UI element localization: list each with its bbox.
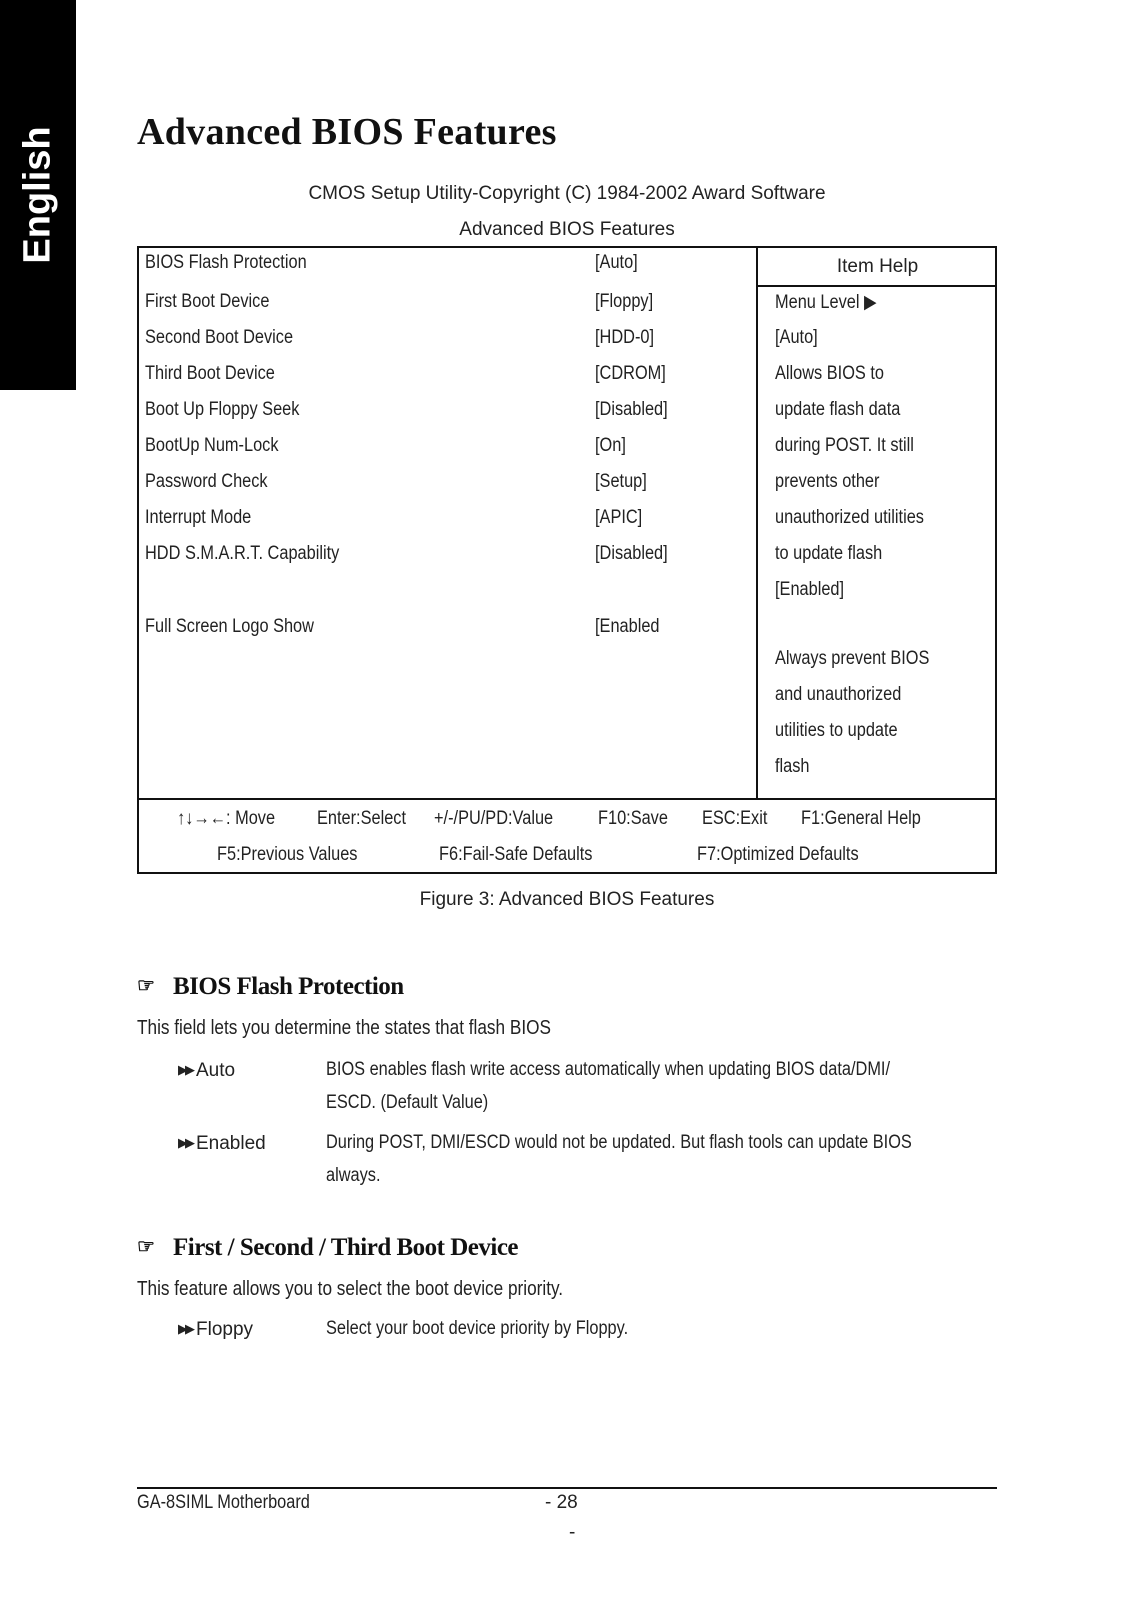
double-arrow-icon: ▶▶ — [178, 1321, 192, 1336]
setting-interrupt-mode[interactable] — [145, 507, 745, 537]
help-line: update flash data — [775, 399, 901, 420]
keys-divider — [139, 798, 995, 800]
help-line: Allows BIOS to — [775, 363, 884, 384]
setting-name: BIOS Flash Protection — [145, 252, 307, 273]
setting-second-boot-device[interactable] — [145, 327, 745, 357]
setting-boot-up-floppy-seek[interactable] — [145, 399, 745, 429]
key-f5-previous-values: F5:Previous Values — [217, 844, 358, 865]
footer-dash: - — [569, 1522, 576, 1543]
option-enabled-description — [326, 1126, 1006, 1192]
item-help-title: Item Help — [836, 256, 919, 277]
setting-name: First Boot Device — [145, 291, 270, 312]
setting-name: Interrupt Mode — [145, 507, 252, 528]
double-arrow-icon: ▶▶ — [178, 1135, 192, 1150]
key-value: +/-/PU/PD:Value — [434, 808, 554, 829]
figure-caption: Figure 3: Advanced BIOS Features — [419, 889, 715, 910]
help-line: to update flash — [775, 543, 883, 564]
setting-value[interactable]: [Setup] — [595, 471, 647, 492]
key-f7-optimized-defaults: F7:Optimized Defaults — [697, 844, 859, 865]
description-line: Select your boot device priority by Floppy. — [326, 1318, 629, 1339]
pointing-hand-icon: ☞ — [137, 975, 155, 997]
help-line: utilities to update — [775, 720, 898, 741]
key-move: ↑↓→←: Move — [177, 808, 276, 829]
footer-model: GA-8SIML Motherboard — [137, 1492, 310, 1513]
option-label: Enabled — [196, 1133, 266, 1154]
setting-value[interactable]: [APIC] — [595, 507, 643, 528]
section-intro: This field lets you determine the states that flash BIOS — [137, 1017, 551, 1039]
setting-name: Boot Up Floppy Seek — [145, 399, 300, 420]
help-line: Menu Level ▶ — [775, 292, 877, 313]
help-header-divider — [756, 285, 997, 287]
setting-name: Full Screen Logo Show — [145, 616, 314, 637]
setting-name: BootUp Num-Lock — [145, 435, 279, 456]
page-title: Advanced BIOS Features — [137, 111, 557, 153]
key-f10-save: F10:Save — [598, 808, 668, 829]
help-line: during POST. It still — [775, 435, 914, 456]
footer-page-number: - 28 — [545, 1492, 578, 1513]
key-esc-exit: ESC:Exit — [702, 808, 768, 829]
setting-password-check[interactable] — [145, 471, 745, 501]
setting-full-screen-logo-show[interactable] — [145, 616, 745, 646]
key-enter-select: Enter:Select — [317, 808, 407, 829]
setting-bios-flash-protection[interactable] — [145, 252, 745, 282]
setting-value[interactable]: [Disabled] — [595, 399, 668, 420]
help-line: [Enabled] — [775, 579, 845, 600]
setting-value[interactable]: [HDD-0] — [595, 327, 655, 348]
setting-name: Third Boot Device — [145, 363, 275, 384]
double-arrow-icon: ▶▶ — [178, 1062, 192, 1077]
language-tab-label: English — [16, 126, 59, 264]
setting-value[interactable]: [CDROM] — [595, 363, 666, 384]
option-label: Floppy — [196, 1319, 254, 1340]
description-line: ESCD. (Default Value) — [326, 1092, 489, 1113]
setting-bootup-num-lock[interactable] — [145, 435, 745, 465]
help-line: [Auto] — [775, 327, 818, 348]
key-f1-general-help: F1:General Help — [801, 808, 921, 829]
language-tab — [0, 0, 76, 390]
section-heading-boot-device — [137, 1234, 518, 1262]
description-line: BIOS enables flash write access automatically when updating BIOS data/DMI/ — [326, 1059, 891, 1080]
section-intro: This feature allows you to select the boot device priority. — [137, 1278, 564, 1300]
setting-value[interactable]: [Disabled] — [595, 543, 668, 564]
help-line: flash — [775, 756, 810, 777]
help-panel-divider — [756, 248, 758, 798]
option-auto — [178, 1060, 235, 1082]
section-heading-text: First / Second / Third Boot Device — [173, 1234, 519, 1261]
key-f6-fail-safe-defaults: F6:Fail-Safe Defaults — [439, 844, 593, 865]
footer-divider — [137, 1487, 997, 1489]
help-line: unauthorized utilities — [775, 507, 924, 528]
setting-value[interactable]: [On] — [595, 435, 626, 456]
description-line: always. — [326, 1165, 381, 1186]
setting-value[interactable]: [Auto] — [595, 252, 638, 273]
bios-setup-screen — [137, 246, 997, 874]
setting-name: HDD S.M.A.R.T. Capability — [145, 543, 340, 564]
description-line: During POST, DMI/ESCD would not be updated. But flash tools can update BIOS — [326, 1132, 912, 1153]
bios-copyright: CMOS Setup Utility-Copyright (C) 1984-2002 Award Software — [308, 183, 826, 204]
setting-name: Password Check — [145, 471, 268, 492]
setting-name: Second Boot Device — [145, 327, 294, 348]
setting-third-boot-device[interactable] — [145, 363, 745, 393]
help-line: and unauthorized — [775, 684, 902, 705]
pointing-hand-icon: ☞ — [137, 1236, 155, 1258]
section-heading-bios-flash-protection — [137, 973, 404, 1001]
option-floppy — [178, 1319, 253, 1341]
setting-value[interactable]: [Floppy] — [595, 291, 654, 312]
section-heading-text: BIOS Flash Protection — [173, 973, 404, 1000]
option-auto-description — [326, 1053, 1006, 1119]
help-line: prevents other — [775, 471, 880, 492]
setting-value[interactable]: [Enabled — [595, 616, 660, 637]
setting-first-boot-device[interactable] — [145, 291, 745, 321]
option-floppy-description — [326, 1312, 1006, 1345]
help-line: Always prevent BIOS — [775, 648, 930, 669]
setting-hdd-smart-capability[interactable] — [145, 543, 745, 573]
bios-screen-title: Advanced BIOS Features — [459, 219, 675, 240]
option-enabled — [178, 1133, 266, 1155]
option-label: Auto — [196, 1060, 236, 1081]
